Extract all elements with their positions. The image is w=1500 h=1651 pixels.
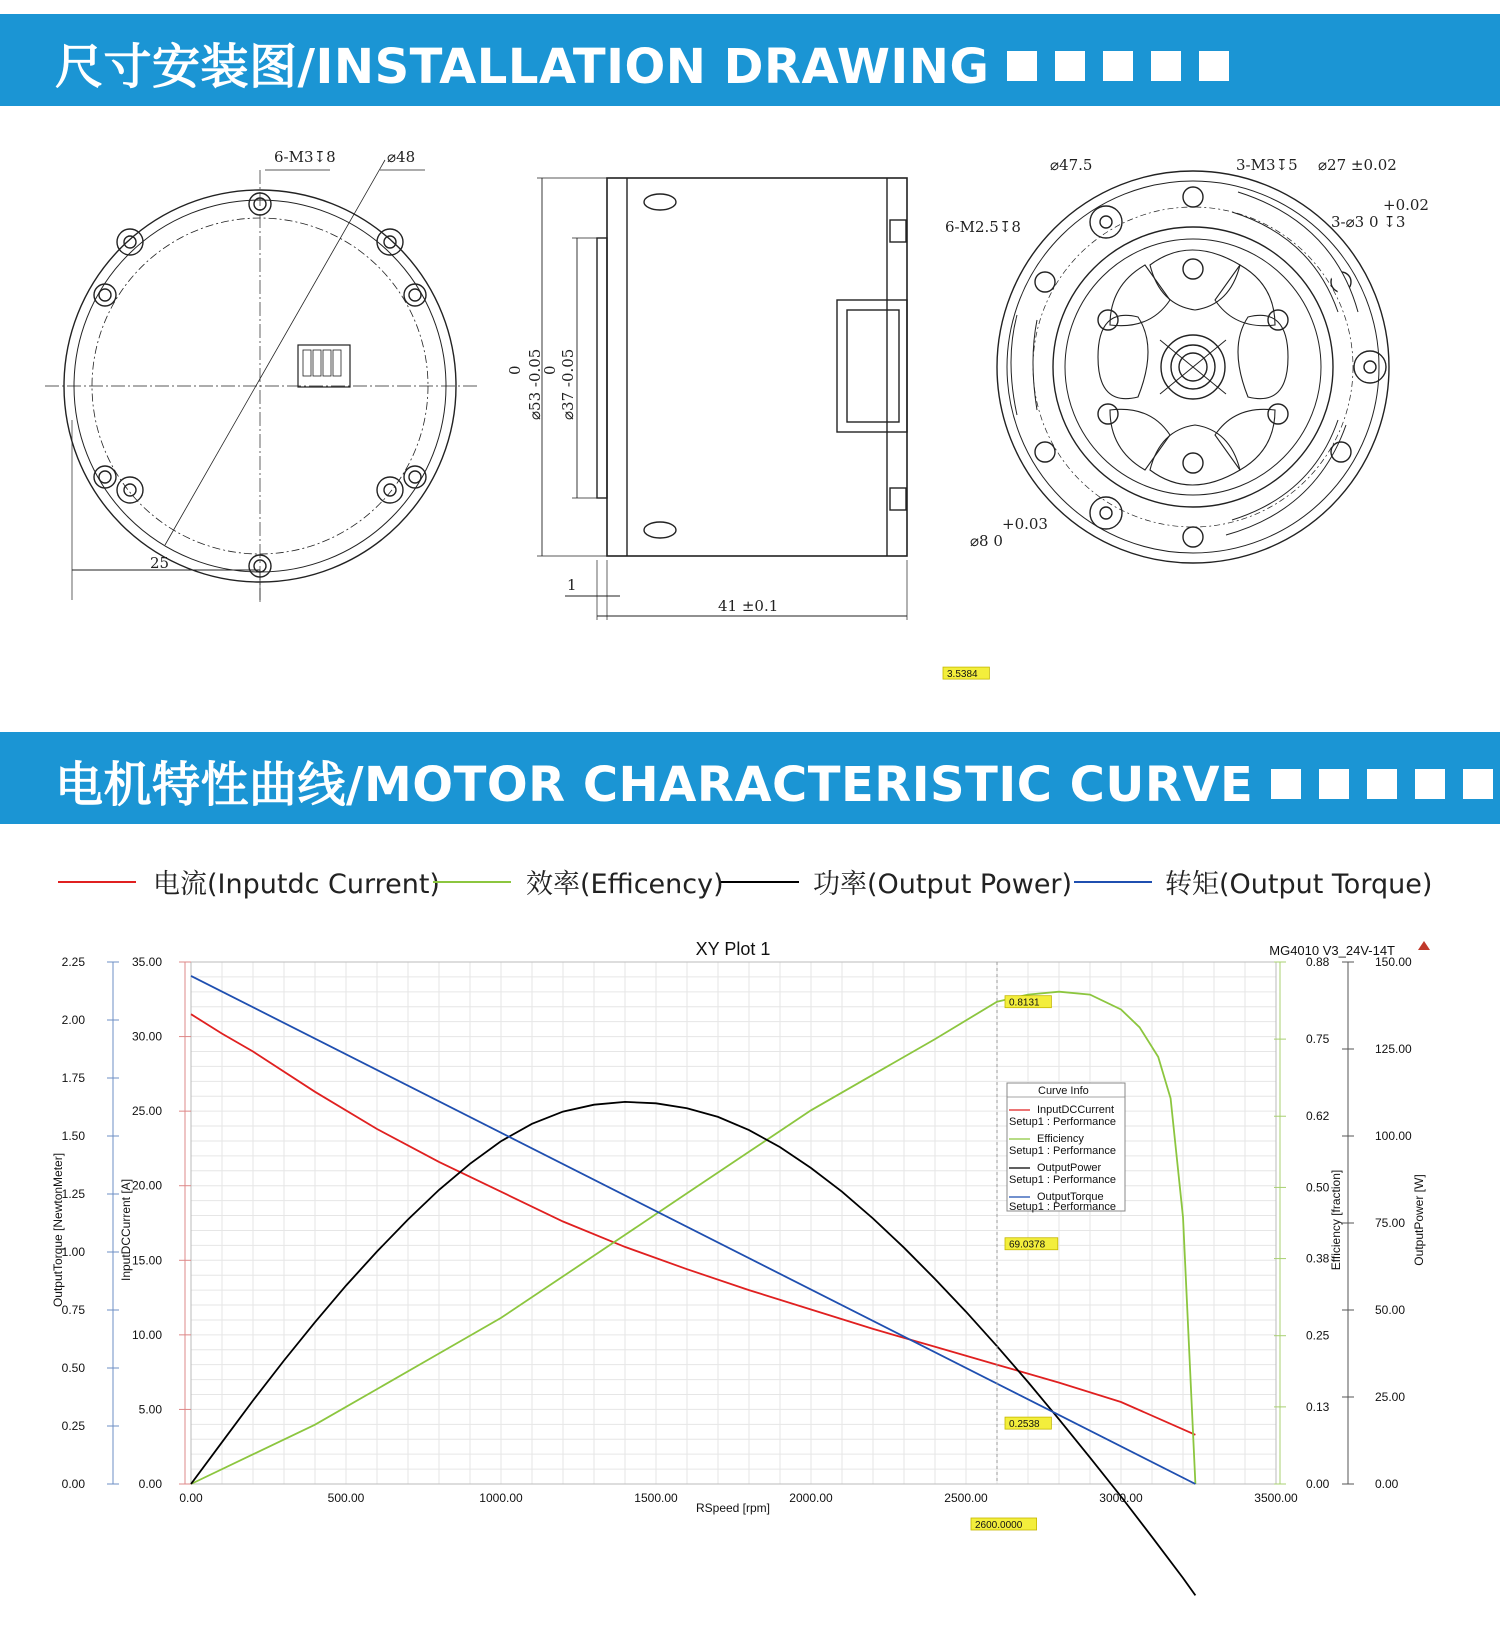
x-tick-label: 2000.00 <box>789 1491 833 1505</box>
x-tick-label: 2500.00 <box>944 1491 988 1505</box>
plot-grid <box>191 962 1276 1484</box>
legend-efficiency: 效率(Efficency) <box>526 869 724 900</box>
installation-banner-text <box>55 28 1229 97</box>
efficiency-tick-label: 0.00 <box>1306 1477 1330 1491</box>
dim-rear-tol-plus: +0.02 <box>1383 196 1429 214</box>
dim-side-dia53-tol: 0 <box>506 365 524 375</box>
square-icon <box>1151 51 1181 81</box>
torque-tick-label: 1.25 <box>61 1187 85 1201</box>
dip-switch-icon <box>298 345 350 387</box>
curve-info-name: InputDCCurrent <box>1037 1104 1115 1116</box>
square-icon <box>1055 51 1085 81</box>
current-tick-label: 10.00 <box>131 1327 162 1342</box>
square-icon <box>1415 769 1445 799</box>
installation-drawing <box>0 130 1500 660</box>
efficiency-tick-label: 0.25 <box>1306 1328 1330 1343</box>
square-icon <box>1367 769 1397 799</box>
legend-swatch-current <box>58 881 136 883</box>
power-tick-label: 75.00 <box>1375 1216 1406 1230</box>
efficiency-tick-label: 0.88 <box>1306 955 1330 969</box>
dim-side-dia53: ⌀53 -0.05 <box>526 348 544 420</box>
warning-icon <box>1418 941 1430 950</box>
screw-icon <box>1354 351 1386 383</box>
dim-side-dia37-tol: 0 <box>541 365 559 375</box>
side-view <box>537 178 907 620</box>
torque-tick-label: 0.25 <box>61 1419 85 1433</box>
dim-rear-pin: 3-⌀3 0 ↧3 <box>1331 213 1406 231</box>
curve-banner-text <box>55 746 1493 815</box>
marker-x: 2600.0000 <box>975 1520 1023 1531</box>
legend-swatch-torque <box>1074 881 1152 883</box>
x-tick-label: 1000.00 <box>479 1491 523 1505</box>
current-tick-label: 30.00 <box>131 1029 162 1044</box>
chart-subtitle: MG4010 V3_24V-14T <box>1269 943 1395 958</box>
dim-rear-dia27: ⌀27 ±0.02 <box>1318 156 1397 174</box>
plot-frame <box>191 962 1276 1484</box>
curve-info-title: Curve Info <box>1038 1085 1089 1097</box>
efficiency-tick-label: 0.13 <box>1306 1399 1330 1414</box>
screw-icon <box>1090 206 1122 238</box>
dim-side-length: 41 ±0.1 <box>718 597 779 615</box>
x-tick-label: 1500.00 <box>634 1491 678 1505</box>
square-icon <box>1319 769 1349 799</box>
curve-info-setup: Setup1 : Performance <box>1009 1174 1117 1186</box>
installation-banner <box>0 14 1500 106</box>
dim-side-step: 1 <box>567 576 577 594</box>
curve-title: 电机特性曲线/MOTOR CHARACTERISTIC CURVE <box>55 757 1254 813</box>
torque-tick-label: 1.75 <box>61 1071 85 1085</box>
curve-info-name: Efficiency <box>1037 1133 1084 1145</box>
x-tick-label: 0.00 <box>179 1491 203 1505</box>
torque-tick-label: 1.00 <box>61 1245 85 1259</box>
legend-swatch-power <box>721 881 799 883</box>
curve-info-setup: Setup1 : Performance <box>1009 1116 1117 1128</box>
efficiency-tick-label: 0.50 <box>1306 1180 1330 1195</box>
torque-tick-label: 1.50 <box>61 1129 85 1143</box>
current-tick-label: 20.00 <box>131 1178 162 1193</box>
screw-icon <box>117 477 143 503</box>
marker-efficiency: 0.8131 <box>1009 997 1040 1009</box>
efficiency-axis-label: Efficiency [fraction] <box>1329 1169 1343 1271</box>
front-view <box>45 160 478 604</box>
dim-rear-shaft: ⌀8 0 <box>970 532 1003 550</box>
torque-tick-label: 2.00 <box>61 1013 85 1027</box>
series-InputDCCurrent <box>191 1014 1195 1435</box>
current-tick-label: 25.00 <box>131 1104 162 1119</box>
marker-power: 69.0378 <box>1009 1239 1046 1251</box>
dim-rear-shaft-tol: +0.03 <box>1002 515 1048 533</box>
x-tick-label: 3000.00 <box>1099 1491 1143 1505</box>
torque-tick-label: 0.75 <box>61 1303 85 1317</box>
screw-icon <box>377 477 403 503</box>
x-axis-label: RSpeed [rpm] <box>695 1501 771 1515</box>
square-icon <box>1007 51 1037 81</box>
efficiency-tick-label: 0.75 <box>1306 1032 1330 1047</box>
dim-front-holes: 6-M3↧8 <box>274 148 336 166</box>
curve-info-box <box>1007 1083 1125 1213</box>
square-icon <box>1271 769 1301 799</box>
square-icon <box>1463 769 1493 799</box>
power-tick-label: 50.00 <box>1375 1303 1406 1317</box>
dim-front-width: 25 <box>150 554 170 572</box>
curve-info-name: OutputTorque <box>1037 1191 1104 1203</box>
screw-icon <box>377 229 403 255</box>
dim-front-diameter: ⌀48 <box>387 148 416 166</box>
square-icon <box>1103 51 1133 81</box>
curve-info-name: OutputPower <box>1037 1162 1102 1174</box>
series-OutputTorque <box>191 976 1195 1484</box>
chart-title: XY Plot 1 <box>695 939 771 959</box>
power-tick-label: 150.00 <box>1375 955 1412 969</box>
power-tick-label: 0.00 <box>1375 1477 1399 1491</box>
current-tick-label: 5.00 <box>138 1402 162 1417</box>
power-axis-label: OutputPower [W] <box>1412 1174 1426 1266</box>
efficiency-tick-label: 0.62 <box>1306 1109 1330 1124</box>
curve-legend <box>58 862 1478 902</box>
current-tick-label: 0.00 <box>138 1477 162 1491</box>
x-tick-label: 3500.00 <box>1254 1491 1298 1505</box>
marker-torque: 0.2538 <box>1009 1419 1040 1431</box>
dim-side-dia37: ⌀37 -0.05 <box>559 348 577 420</box>
installation-title: 尺寸安装图/INSTALLATION DRAWING <box>55 39 990 95</box>
screw-icon <box>117 229 143 255</box>
torque-tick-label: 2.25 <box>61 955 85 969</box>
curve-info-setup: Setup1 : Performance <box>1009 1201 1117 1213</box>
legend-swatch-efficiency <box>433 881 511 883</box>
torque-tick-label: 0.00 <box>61 1477 85 1491</box>
marker-current: 3.5384 <box>947 669 978 681</box>
dim-rear-dia475: ⌀47.5 <box>1050 156 1093 174</box>
legend-torque: 转矩(Output Torque) <box>1165 869 1433 900</box>
power-tick-label: 125.00 <box>1375 1042 1412 1056</box>
square-icon <box>1199 51 1229 81</box>
legend-power: 功率(Output Power) <box>813 869 1073 900</box>
power-tick-label: 25.00 <box>1375 1390 1406 1404</box>
dim-rear-holes-m3: 3-M3↧5 <box>1236 156 1298 174</box>
torque-tick-label: 0.50 <box>61 1361 85 1375</box>
curve-banner <box>0 732 1500 824</box>
curve-info-setup: Setup1 : Performance <box>1009 1145 1117 1157</box>
efficiency-tick-label: 0.38 <box>1306 1251 1330 1266</box>
power-tick-label: 100.00 <box>1375 1129 1412 1143</box>
current-tick-label: 15.00 <box>131 1253 162 1268</box>
dim-rear-holes-m25: 6-M2.5↧8 <box>945 218 1021 236</box>
torque-axis-label: OutputTorque [NewtonMeter] <box>51 1152 65 1308</box>
legend-current: 电流(Inputdc Current) <box>153 869 440 900</box>
current-tick-label: 35.00 <box>131 955 162 969</box>
screw-icon <box>1090 497 1122 529</box>
x-tick-label: 500.00 <box>327 1491 365 1505</box>
current-axis-label: InputDCCurrent [A] <box>119 1178 133 1282</box>
